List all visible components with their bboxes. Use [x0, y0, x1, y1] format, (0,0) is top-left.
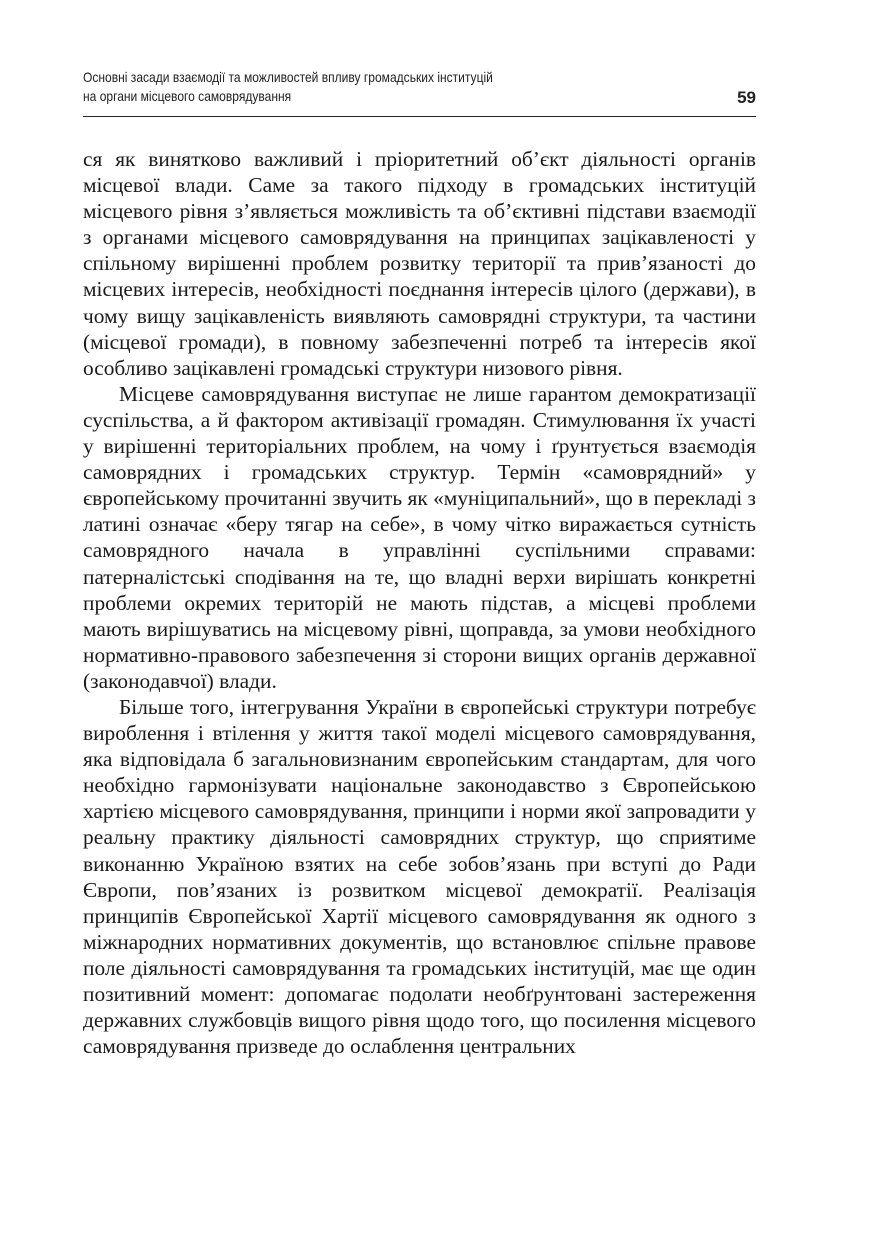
body-text	[83, 146, 756, 1059]
paragraph-continued: ся як винятково важливий і пріоритетний об’єкт діяльності органів місцевої влади. Саме за такого підходу в громадських інституцій місцевого рівня з’являється можливість та об’єктивні підстави взаємодії з органами місцевого самоврядування на принципах зацікавленості у спільному вирішенні проблем розвитку території та прив’язаності до місцевих інтересів, необхідності поєднання інтересів цілого (держави), в чому вищу зацікавленість виявляють самоврядні структури, та частини (місцевої громади), в повному забезпеченні потреб та інтересів якої особливо зацікавлені громадські структури низового рівня.	[83, 147, 756, 380]
running-header-title	[83, 68, 565, 106]
paragraph: Більше того, інтегрування України в європейські структури потребує вироблення і втілення у життя такої моделі місцевого самоврядування, яка відповідала б загальновизнаним європейським стандартам, для чого необхідно гармонізувати національне законодавство з Європейською хартією місцевого самоврядування, принципи і норми якої запровадити у реальну практику діяльності самоврядних структур, що сприятиме виконанню Україною взятих на себе зобов’язань при вступі до Ради Європи, пов’язаних із розвитком місцевої демократії. Реалізація принципів Європейської Хартії місцевого самоврядування як одного з міжнародних нормативних документів, що встановлює спільне правове поле діяльності самоврядування та громадських інституцій, має ще один позитивний момент: допомагає подолати необґрунтовані застереження державних службовців вищого рівня щодо того, що посилення місцевого самоврядування призведе до ослаблення центральних	[83, 694, 756, 1059]
page-number: 59	[737, 88, 756, 107]
paragraph: Місцеве самоврядування виступає не лише гарантом демократизації суспільства, а й фактором активізації громадян. Стимулювання їх участі у вирішенні територіальних проблем, на чому і ґрунтується взаємодія самоврядних і громадських структур. Термін «самоврядний» у європейському прочитанні звучить як «муніципальний», що в перекладі з латині означає «беру тягар на себе», в чому чітко виражається сутність самоврядного начала в управлінні суспільними справами: патерналістські сподівання на те, що владні верхи вирішать конкретні проблеми окремих територій не мають підстав, а місцеві проблеми мають вирішуватись на місцевому рівні, щоправда, за умови необхідного нормативно-правового забезпечення зі сторони вищих органів державної (законодавчої) влади.	[83, 381, 756, 693]
running-header-title-line-2: на органи місцевого самоврядування	[83, 88, 292, 104]
running-header-title-line-1: Основні засади взаємодії та можливостей впливу громадських інституцій	[83, 69, 493, 85]
running-header	[83, 68, 756, 117]
